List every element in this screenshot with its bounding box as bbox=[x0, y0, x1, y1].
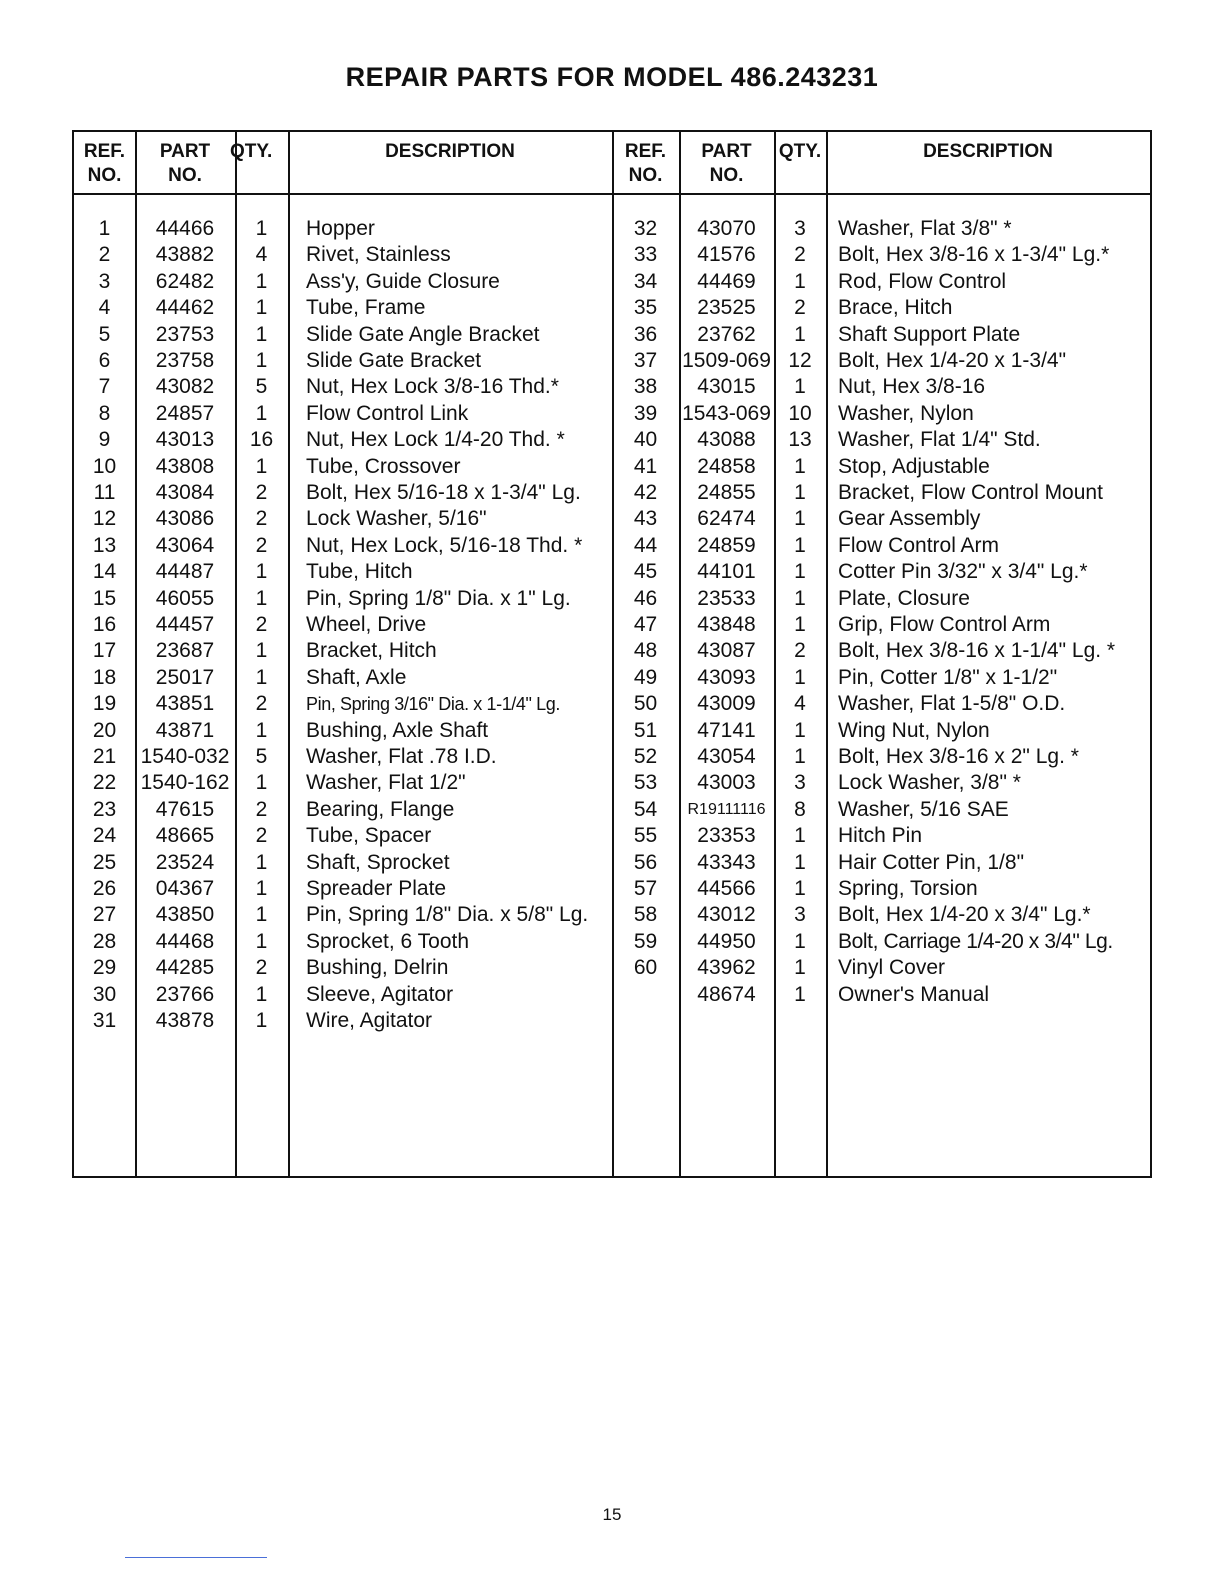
qty-cell: 1 bbox=[794, 956, 806, 980]
part-no-cell: 43878 bbox=[155, 1009, 215, 1032]
table-row bbox=[74, 586, 1150, 612]
description-cell: Vinyl Cover bbox=[838, 956, 945, 980]
part-no-cell: 46055 bbox=[155, 586, 215, 610]
ref-no-cell: 59 bbox=[633, 929, 658, 953]
ref-no-cell: 23 bbox=[92, 797, 117, 821]
ref-no-cell: 34 bbox=[633, 269, 658, 293]
part-no-cell: 48665 bbox=[155, 824, 215, 848]
part-no-cell: 43087 bbox=[697, 639, 756, 663]
qty-cell: 3 bbox=[794, 771, 806, 795]
table-row bbox=[74, 955, 1150, 981]
qty-cell: 1 bbox=[794, 375, 806, 399]
part-no-cell: 43088 bbox=[697, 428, 756, 452]
parts-table bbox=[72, 130, 1152, 1178]
ref-no-cell: 18 bbox=[92, 665, 117, 689]
ref-no-cell: 46 bbox=[633, 586, 658, 610]
table-row bbox=[74, 638, 1150, 664]
part-no-cell: 47615 bbox=[155, 797, 215, 821]
description-cell: Rod, Flow Control bbox=[838, 269, 1007, 293]
part-no-cell: 23762 bbox=[697, 322, 756, 346]
description-cell: Pin, Cotter 1/8" x 1-1/2" bbox=[838, 665, 1058, 689]
part-no-cell: 23753 bbox=[155, 322, 215, 346]
part-no-cell: 44285 bbox=[155, 956, 215, 980]
table-row bbox=[74, 242, 1150, 268]
qty-cell: 1 bbox=[794, 665, 806, 689]
ref-no-cell: 48 bbox=[633, 639, 658, 663]
description-cell: Bolt, Hex 3/8-16 x 2" Lg. * bbox=[838, 745, 1079, 768]
ref-no-cell: 9 bbox=[98, 428, 111, 452]
part-no-cell: 44462 bbox=[155, 296, 215, 320]
table-row bbox=[74, 850, 1150, 876]
ref-no-cell: 5 bbox=[98, 322, 111, 346]
description-cell: Wheel, Drive bbox=[306, 613, 427, 636]
page-title: REPAIR PARTS FOR MODEL 486.243231 bbox=[345, 62, 879, 92]
qty-cell: 1 bbox=[794, 481, 806, 504]
part-no-cell: 44468 bbox=[155, 929, 215, 953]
table-row bbox=[74, 506, 1150, 532]
qty-cell: 2 bbox=[255, 956, 268, 980]
description-cell: Bearing, Flange bbox=[306, 797, 455, 821]
header-qty: QTY. bbox=[230, 141, 273, 162]
part-no-cell: 62474 bbox=[697, 507, 756, 531]
qty-cell: 1 bbox=[255, 982, 268, 1006]
part-no-cell: 23766 bbox=[155, 982, 215, 1006]
ref-no-cell: 49 bbox=[633, 665, 658, 689]
ref-no-cell: 24 bbox=[92, 824, 117, 848]
part-no-cell: 44566 bbox=[697, 877, 756, 900]
description-cell: Nut, Hex 3/8-16 bbox=[838, 375, 986, 399]
description-cell: Flow Control Link bbox=[306, 401, 469, 425]
ref-no-cell: 53 bbox=[633, 771, 658, 795]
part-no-cell: 44950 bbox=[697, 929, 756, 953]
qty-cell: 1 bbox=[255, 454, 268, 478]
part-no-cell: 23687 bbox=[155, 639, 215, 663]
qty-cell: 2 bbox=[255, 824, 268, 848]
table-row bbox=[74, 216, 1150, 242]
header-part-no: PART NO. bbox=[701, 141, 752, 186]
qty-cell: 1 bbox=[794, 507, 806, 531]
ref-no-cell: 51 bbox=[633, 718, 658, 742]
qty-cell: 1 bbox=[794, 718, 806, 742]
ref-no-cell: 50 bbox=[633, 692, 658, 716]
table-row bbox=[74, 876, 1150, 902]
ref-no-cell: 12 bbox=[92, 507, 117, 531]
part-no-cell: 43064 bbox=[155, 533, 215, 557]
ref-no-cell: 7 bbox=[98, 375, 111, 399]
qty-cell: 2 bbox=[255, 533, 268, 557]
qty-cell: 1 bbox=[794, 560, 806, 584]
ref-no-cell: 31 bbox=[92, 1009, 117, 1032]
qty-cell: 1 bbox=[255, 850, 268, 874]
ref-no-cell: 38 bbox=[633, 375, 658, 399]
qty-cell: 1 bbox=[255, 639, 268, 663]
description-cell: Shaft Support Plate bbox=[838, 322, 1021, 346]
ref-no-cell: 40 bbox=[633, 428, 658, 452]
ref-no-cell: 47 bbox=[633, 613, 658, 636]
qty-cell: 1 bbox=[794, 613, 806, 636]
ref-no-cell: 43 bbox=[633, 507, 658, 531]
description-cell: Wire, Agitator bbox=[306, 1009, 433, 1032]
ref-no-cell: 37 bbox=[633, 349, 658, 372]
description-cell: Nut, Hex Lock, 5/16-18 Thd. * bbox=[306, 533, 583, 557]
table-row bbox=[74, 322, 1150, 348]
ref-no-cell: 6 bbox=[98, 349, 111, 372]
table-row bbox=[74, 770, 1150, 796]
description-cell: Bolt, Hex 5/16-18 x 1-3/4" Lg. bbox=[306, 481, 581, 504]
qty-cell: 2 bbox=[255, 507, 268, 531]
part-no-cell: 43003 bbox=[697, 771, 756, 795]
qty-cell: 1 bbox=[794, 824, 806, 848]
table-row bbox=[74, 929, 1150, 955]
part-no-cell: 44469 bbox=[697, 269, 756, 293]
part-no-cell: 1540-162 bbox=[140, 771, 230, 795]
ref-no-cell: 10 bbox=[92, 454, 117, 478]
part-no-cell: 25017 bbox=[155, 665, 215, 689]
description-cell: Bushing, Delrin bbox=[306, 956, 449, 980]
description-cell: Tube, Hitch bbox=[306, 560, 413, 584]
qty-cell: 1 bbox=[255, 877, 268, 900]
ref-no-cell: 22 bbox=[92, 771, 117, 795]
qty-cell: 1 bbox=[255, 349, 268, 372]
header-description: DESCRIPTION bbox=[385, 141, 515, 162]
qty-cell: 1 bbox=[255, 401, 268, 425]
qty-cell: 2 bbox=[255, 692, 268, 716]
part-no-cell: 43054 bbox=[697, 745, 756, 768]
part-no-cell: 23758 bbox=[155, 349, 215, 372]
ref-no-cell: 26 bbox=[92, 877, 117, 900]
qty-cell: 1 bbox=[255, 1009, 268, 1032]
table-row bbox=[74, 718, 1150, 744]
part-no-cell: 24858 bbox=[697, 454, 756, 478]
description-cell: Nut, Hex Lock 3/8-16 Thd.* bbox=[306, 375, 559, 399]
qty-cell: 5 bbox=[255, 375, 268, 399]
ref-no-cell: 15 bbox=[92, 586, 117, 610]
qty-cell: 16 bbox=[249, 428, 274, 452]
description-cell: Brace, Hitch bbox=[838, 296, 953, 320]
qty-cell: 1 bbox=[794, 533, 806, 557]
part-no-cell: 43009 bbox=[697, 692, 756, 716]
table-row bbox=[74, 295, 1150, 321]
qty-cell: 2 bbox=[255, 797, 268, 821]
description-cell: Sleeve, Agitator bbox=[306, 982, 454, 1006]
description-cell: Washer, Flat 1/4" Std. bbox=[838, 428, 1041, 452]
qty-cell: 1 bbox=[794, 586, 806, 610]
part-no-cell: 24859 bbox=[697, 533, 756, 557]
qty-cell: 1 bbox=[255, 269, 268, 293]
table-row bbox=[74, 612, 1150, 638]
ref-no-cell: 2 bbox=[98, 243, 111, 267]
description-cell: Washer, 5/16 SAE bbox=[838, 797, 1009, 821]
description-cell: Grip, Flow Control Arm bbox=[838, 613, 1051, 636]
ref-no-cell: 32 bbox=[633, 217, 658, 240]
ref-no-cell: 28 bbox=[92, 929, 117, 953]
ref-no-cell: 58 bbox=[633, 903, 658, 927]
description-cell: Stop, Adjustable bbox=[838, 454, 990, 478]
part-no-cell: 43851 bbox=[155, 692, 215, 716]
qty-cell: 1 bbox=[255, 586, 268, 610]
qty-cell: 1 bbox=[255, 296, 268, 320]
qty-cell: 2 bbox=[255, 481, 268, 504]
part-no-cell: 23353 bbox=[697, 824, 756, 848]
part-no-cell: 43848 bbox=[697, 613, 756, 636]
ref-no-cell: 29 bbox=[92, 956, 117, 980]
part-no-cell: 43012 bbox=[697, 903, 756, 927]
header-ref-no: REF. NO. bbox=[83, 141, 126, 186]
table-row bbox=[74, 902, 1150, 928]
qty-cell: 1 bbox=[794, 877, 806, 900]
ref-no-cell: 35 bbox=[633, 296, 658, 320]
part-no-cell: 43082 bbox=[155, 375, 215, 399]
description-cell: Lock Washer, 5/16" bbox=[306, 507, 487, 531]
qty-cell: 2 bbox=[794, 296, 806, 320]
description-cell: Washer, Flat 1-5/8" O.D. bbox=[838, 692, 1066, 716]
ref-no-cell: 16 bbox=[92, 613, 117, 636]
part-no-cell: 43070 bbox=[697, 217, 756, 240]
ref-no-cell: 60 bbox=[633, 956, 658, 980]
part-no-cell: 43343 bbox=[697, 850, 756, 874]
table-row bbox=[74, 427, 1150, 453]
qty-cell: 1 bbox=[255, 665, 268, 689]
qty-cell: 1 bbox=[255, 217, 268, 240]
ref-no-cell: 1 bbox=[98, 217, 111, 240]
part-no-cell: 1540-032 bbox=[140, 745, 230, 768]
qty-cell: 13 bbox=[788, 428, 812, 452]
ref-no-cell: 14 bbox=[92, 560, 117, 584]
qty-cell: 4 bbox=[255, 243, 268, 267]
qty-cell: 1 bbox=[794, 982, 806, 1006]
description-cell: Owner's Manual bbox=[838, 982, 990, 1006]
description-cell: Bracket, Hitch bbox=[306, 639, 437, 663]
part-no-cell: 43015 bbox=[697, 375, 756, 399]
qty-cell: 1 bbox=[255, 929, 268, 953]
description-cell: Shaft, Axle bbox=[306, 665, 407, 689]
ref-no-cell: 39 bbox=[633, 401, 658, 425]
table-row bbox=[74, 533, 1150, 559]
ref-no-cell: 30 bbox=[92, 982, 117, 1006]
header-divider bbox=[74, 193, 1150, 195]
ref-no-cell: 27 bbox=[92, 903, 117, 927]
table-row bbox=[74, 559, 1150, 585]
table-row bbox=[74, 374, 1150, 400]
description-cell: Lock Washer, 3/8" * bbox=[838, 771, 1021, 795]
part-no-cell: 23533 bbox=[697, 586, 756, 610]
qty-cell: 1 bbox=[255, 771, 268, 795]
qty-cell: 1 bbox=[794, 269, 806, 293]
ref-no-cell: 20 bbox=[92, 718, 117, 742]
description-cell: Bolt, Hex 3/8-16 x 1-3/4" Lg.* bbox=[838, 243, 1110, 267]
qty-cell: 12 bbox=[788, 349, 812, 372]
qty-cell: 1 bbox=[255, 718, 268, 742]
ref-no-cell: 57 bbox=[633, 877, 658, 900]
ref-no-cell: 56 bbox=[633, 850, 658, 874]
description-cell: Washer, Flat 3/8" * bbox=[838, 217, 1012, 240]
description-cell: Bushing, Axle Shaft bbox=[306, 718, 489, 742]
description-cell: Plate, Closure bbox=[838, 586, 970, 610]
qty-cell: 1 bbox=[794, 322, 806, 346]
ref-no-cell: 8 bbox=[98, 401, 111, 425]
description-cell: Pin, Spring 1/8" Dia. x 5/8" Lg. bbox=[306, 903, 589, 927]
part-no-cell: 04367 bbox=[155, 877, 215, 900]
qty-cell: 2 bbox=[255, 613, 268, 636]
description-cell: Pin, Spring 3/16" Dia. x 1-1/4" Lg. bbox=[306, 694, 560, 715]
description-cell: Sprocket, 6 Tooth bbox=[306, 929, 470, 953]
qty-cell: 1 bbox=[255, 560, 268, 584]
description-cell: Washer, Flat 1/2" bbox=[306, 771, 466, 795]
description-cell: Rivet, Stainless bbox=[306, 243, 451, 267]
table-row bbox=[74, 744, 1150, 770]
qty-cell: 1 bbox=[794, 745, 806, 768]
part-no-cell: 48674 bbox=[697, 982, 756, 1006]
qty-cell: 3 bbox=[794, 217, 806, 240]
table-row bbox=[74, 480, 1150, 506]
part-no-cell: 24855 bbox=[697, 481, 756, 504]
part-no-cell: 47141 bbox=[697, 718, 756, 742]
description-cell: Cotter Pin 3/32" x 3/4" Lg.* bbox=[838, 560, 1088, 584]
qty-cell: 2 bbox=[794, 639, 806, 663]
header-qty: QTY. bbox=[778, 141, 822, 162]
description-cell: Bracket, Flow Control Mount bbox=[838, 481, 1103, 504]
description-cell: Hitch Pin bbox=[838, 824, 923, 848]
description-cell: Nut, Hex Lock 1/4-20 Thd. * bbox=[306, 428, 565, 452]
part-no-cell: 43850 bbox=[155, 903, 215, 927]
description-cell: Tube, Spacer bbox=[306, 824, 432, 848]
page-number: 15 bbox=[602, 1505, 622, 1524]
description-cell: Bolt, Carriage 1/4-20 x 3/4" Lg. bbox=[838, 929, 1113, 953]
part-no-cell: 44457 bbox=[155, 613, 215, 636]
part-no-cell: R19111116 bbox=[687, 800, 766, 818]
ref-no-cell: 45 bbox=[633, 560, 658, 584]
description-cell: Washer, Nylon bbox=[838, 401, 974, 425]
part-no-cell: 43962 bbox=[697, 956, 756, 980]
part-no-cell: 43871 bbox=[155, 718, 215, 742]
ref-no-cell: 25 bbox=[92, 850, 117, 874]
part-no-cell: 62482 bbox=[155, 269, 215, 293]
part-no-cell: 43013 bbox=[155, 428, 215, 452]
qty-cell: 3 bbox=[794, 903, 806, 927]
description-cell: Flow Control Arm bbox=[838, 533, 1000, 557]
description-cell: Pin, Spring 1/8" Dia. x 1" Lg. bbox=[306, 586, 571, 610]
ref-no-cell: 13 bbox=[92, 533, 117, 557]
header-part-no: PART NO. bbox=[159, 141, 211, 186]
description-cell: Shaft, Sprocket bbox=[306, 850, 450, 874]
part-no-cell: 41576 bbox=[697, 243, 756, 267]
description-cell: Ass'y, Guide Closure bbox=[306, 269, 500, 293]
description-cell: Tube, Crossover bbox=[306, 454, 461, 478]
table-row bbox=[74, 269, 1150, 295]
part-no-cell: 24857 bbox=[155, 401, 215, 425]
qty-cell: 1 bbox=[255, 322, 268, 346]
table-row bbox=[74, 797, 1150, 823]
ref-no-cell: 21 bbox=[92, 745, 117, 768]
ref-no-cell: 42 bbox=[633, 481, 658, 504]
qty-cell: 1 bbox=[794, 454, 806, 478]
part-no-cell: 44487 bbox=[155, 560, 215, 584]
ref-no-cell: 36 bbox=[633, 322, 658, 346]
description-cell: Spring, Torsion bbox=[838, 877, 978, 900]
table-row bbox=[74, 691, 1150, 717]
ref-no-cell: 54 bbox=[633, 797, 658, 821]
part-no-cell: 23525 bbox=[697, 296, 756, 320]
table-row bbox=[74, 823, 1150, 849]
description-cell: Bolt, Hex 1/4-20 x 1-3/4" bbox=[838, 349, 1067, 372]
part-no-cell: 43808 bbox=[155, 454, 215, 478]
table-row bbox=[74, 348, 1150, 374]
part-no-cell: 44101 bbox=[697, 560, 756, 584]
header-ref-no: REF. NO. bbox=[624, 141, 667, 186]
description-cell: Tube, Frame bbox=[306, 296, 426, 320]
description-cell: Bolt, Hex 3/8-16 x 1-1/4" Lg. * bbox=[838, 639, 1116, 663]
ref-no-cell: 44 bbox=[633, 533, 658, 557]
part-no-cell: 43084 bbox=[155, 481, 215, 504]
part-no-cell: 44466 bbox=[155, 217, 215, 240]
description-cell: Wing Nut, Nylon bbox=[838, 718, 990, 742]
description-cell: Hair Cotter Pin, 1/8" bbox=[838, 850, 1025, 874]
table-row bbox=[74, 454, 1150, 480]
description-cell: Gear Assembly bbox=[838, 507, 981, 531]
qty-cell: 8 bbox=[794, 797, 806, 821]
ref-no-cell: 33 bbox=[633, 243, 658, 267]
qty-cell: 5 bbox=[255, 745, 268, 768]
qty-cell: 1 bbox=[255, 903, 268, 927]
table-row bbox=[74, 982, 1150, 1008]
description-cell: Slide Gate Bracket bbox=[306, 349, 482, 372]
description-cell: Washer, Flat .78 I.D. bbox=[306, 745, 497, 768]
qty-cell: 10 bbox=[788, 401, 812, 425]
ref-no-cell: 3 bbox=[98, 269, 111, 293]
ref-no-cell: 4 bbox=[98, 296, 111, 320]
part-no-cell: 43086 bbox=[155, 507, 215, 531]
ref-no-cell: 19 bbox=[92, 692, 117, 716]
table-row bbox=[74, 665, 1150, 691]
qty-cell: 1 bbox=[794, 850, 806, 874]
footer-rule bbox=[125, 1557, 267, 1558]
qty-cell: 4 bbox=[794, 692, 806, 716]
part-no-cell: 43882 bbox=[155, 243, 215, 267]
header-description: DESCRIPTION bbox=[923, 141, 1053, 162]
table-row bbox=[74, 401, 1150, 427]
ref-no-cell: 17 bbox=[92, 639, 117, 663]
ref-no-cell: 11 bbox=[93, 481, 116, 504]
part-no-cell: 43093 bbox=[697, 665, 756, 689]
qty-cell: 2 bbox=[794, 243, 806, 267]
part-no-cell: 23524 bbox=[155, 850, 215, 874]
part-no-cell: 1509-069 bbox=[682, 349, 771, 372]
description-cell: Hopper bbox=[306, 217, 375, 240]
description-cell: Slide Gate Angle Bracket bbox=[306, 322, 540, 346]
ref-no-cell: 52 bbox=[633, 745, 658, 768]
part-no-cell: 1543-069 bbox=[682, 401, 771, 425]
qty-cell: 1 bbox=[794, 929, 806, 953]
description-cell: Bolt, Hex 1/4-20 x 3/4" Lg.* bbox=[838, 903, 1091, 927]
ref-no-cell: 55 bbox=[633, 824, 658, 848]
ref-no-cell: 41 bbox=[633, 454, 658, 478]
table-row bbox=[74, 1008, 1150, 1034]
description-cell: Spreader Plate bbox=[306, 877, 447, 900]
